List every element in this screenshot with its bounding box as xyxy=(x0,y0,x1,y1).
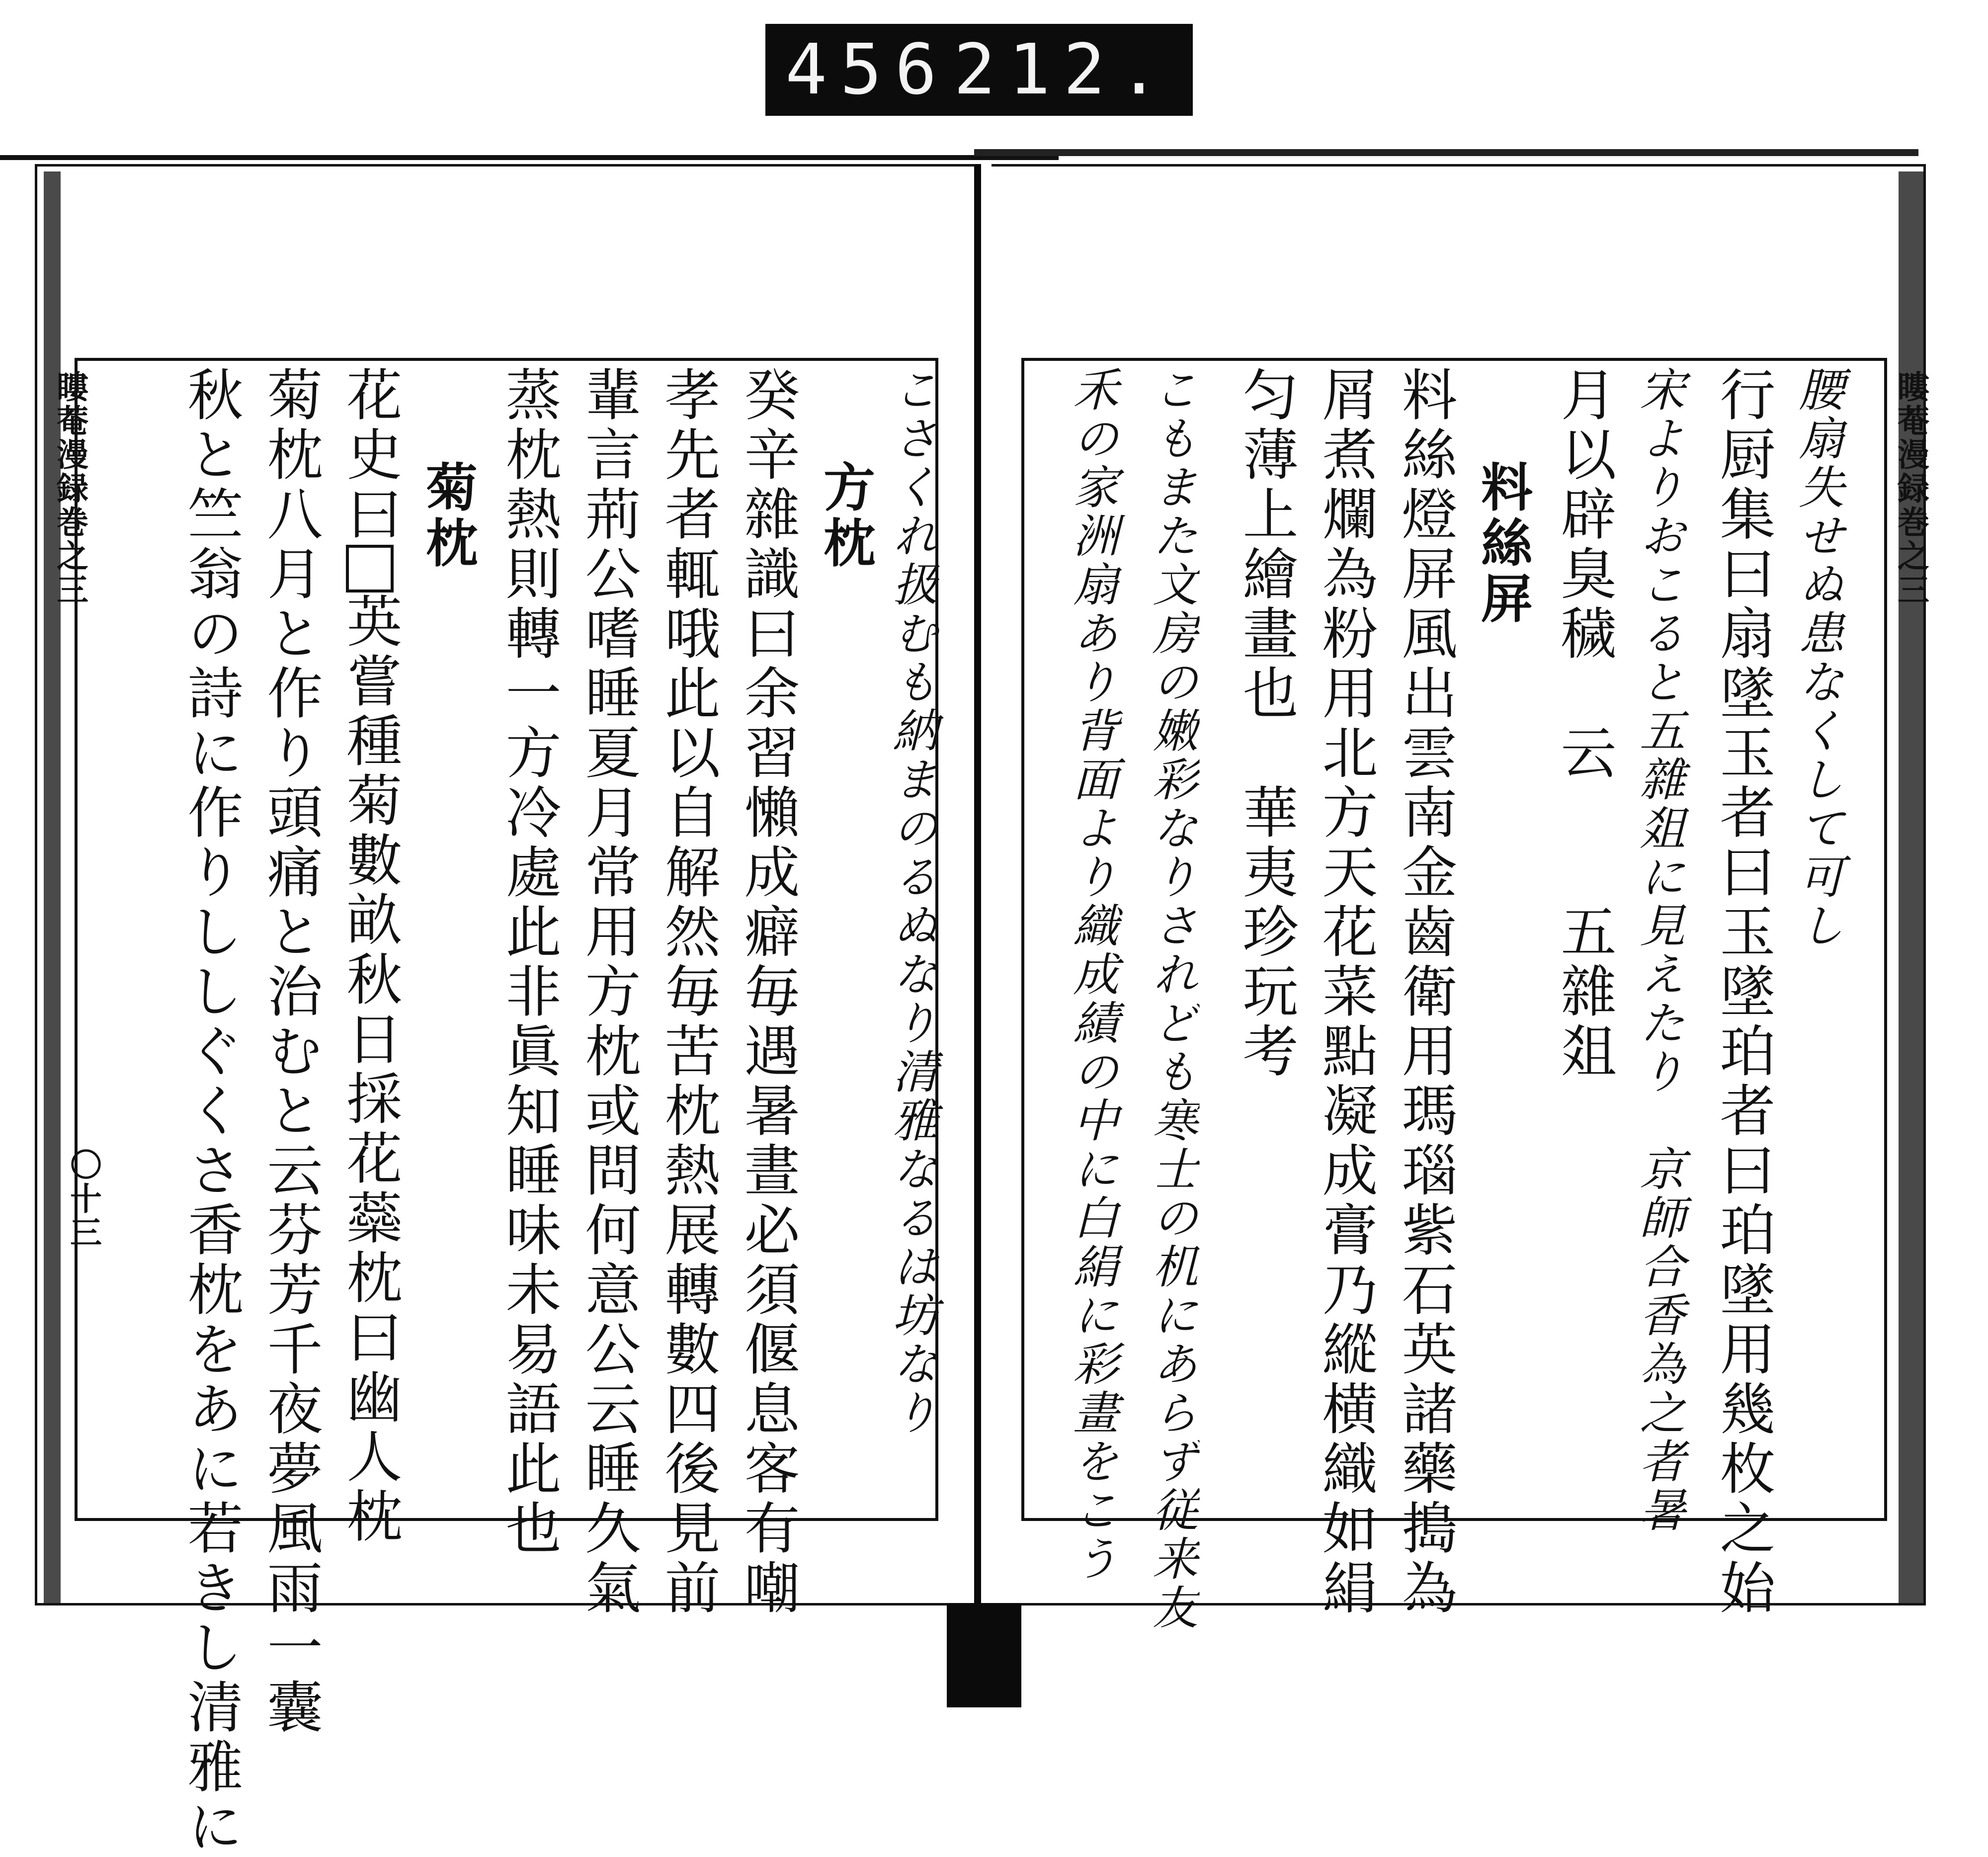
right-running-head: 瞜菴漫録巻之三 xyxy=(1892,370,1929,607)
heading-kikuchin: 菊枕 xyxy=(417,460,478,572)
right-text-block xyxy=(1021,358,1887,1632)
left-col-3 xyxy=(337,366,402,1547)
right-col-3: 宋よりおこると五雜爼に見えたり 京師合香為之者暑 xyxy=(1632,366,1685,1535)
left-running-head: 瞜菴漫録巻之三 xyxy=(51,370,88,607)
right-col-2: 行厨集曰扇墜玉者曰玉墜珀者曰珀墜用幾枚之始 xyxy=(1711,366,1775,1618)
right-col-7: 屑煮爛為粉用北方天花菜點凝成膏乃縱横織如絹 xyxy=(1313,366,1378,1618)
microfilm-frame-number xyxy=(765,24,1193,116)
right-col-6: 料絲燈屏風出雲南金齒衛用瑪瑙紫石英諸藥搗為 xyxy=(1393,366,1457,1618)
right-col-10: 禾の家洲扇あり背面より織成績の中に白絹に彩畫をこう xyxy=(1066,366,1119,1584)
heading-ryoshibyo: 料絲屏 xyxy=(1472,460,1533,627)
left-col-10: こさくれ扱むも納まのるぬなり清雅なるは坊なり xyxy=(885,366,938,1437)
left-col-6: 輩言荊公嗜睡夏月常用方枕或問何意公云睡久氣 xyxy=(576,366,641,1618)
left-text-block xyxy=(75,358,938,1857)
left-col-5: 蒸枕熱則轉一方冷處此非眞知睡味未易語此也 xyxy=(497,366,561,1559)
top-rule xyxy=(0,155,1059,160)
book-gutter xyxy=(974,164,981,1605)
frame-number-right: 212. xyxy=(953,29,1173,110)
right-col-1: 腰扇失せぬ患なくして可し xyxy=(1791,366,1844,950)
frame-number-left: 456 xyxy=(785,29,950,110)
right-col-9: こもまた文房の嫩彩なりされども寒士の机にあらず従来友 xyxy=(1145,366,1198,1632)
blank-character-box xyxy=(346,545,394,592)
left-col-3-text: 英嘗種菊數畝秋日採花蘂枕曰幽人枕 xyxy=(337,592,402,1547)
heading-houchin: 方枕 xyxy=(815,460,876,572)
left-col-8: 癸辛雜識曰余習懶成癖毎遇暑晝必須偃息客有嘲 xyxy=(735,366,800,1618)
right-col-8: 匀薄上繪畫也 華夷珍玩考 xyxy=(1234,366,1298,1082)
left-col-2: 菊枕八月と作り頭痛と治むと云芬芳千夜夢風雨一囊 xyxy=(258,366,323,1738)
top-rule-right xyxy=(974,149,1918,156)
left-col-3-source: 花史曰 xyxy=(337,366,402,545)
gutter-tab xyxy=(947,1603,1021,1707)
left-folio: 〇十三 xyxy=(65,1148,102,1250)
left-col-1: 秋と竺翁の詩に作りししぐくさ香枕をあに若きし清雅に xyxy=(178,366,243,1857)
left-col-7: 孝先者輒哦此以自解然毎苦枕熱展轉數四後見前 xyxy=(656,366,720,1618)
right-col-4: 月以辟臭穢 云 五雜爼 xyxy=(1552,366,1616,1082)
